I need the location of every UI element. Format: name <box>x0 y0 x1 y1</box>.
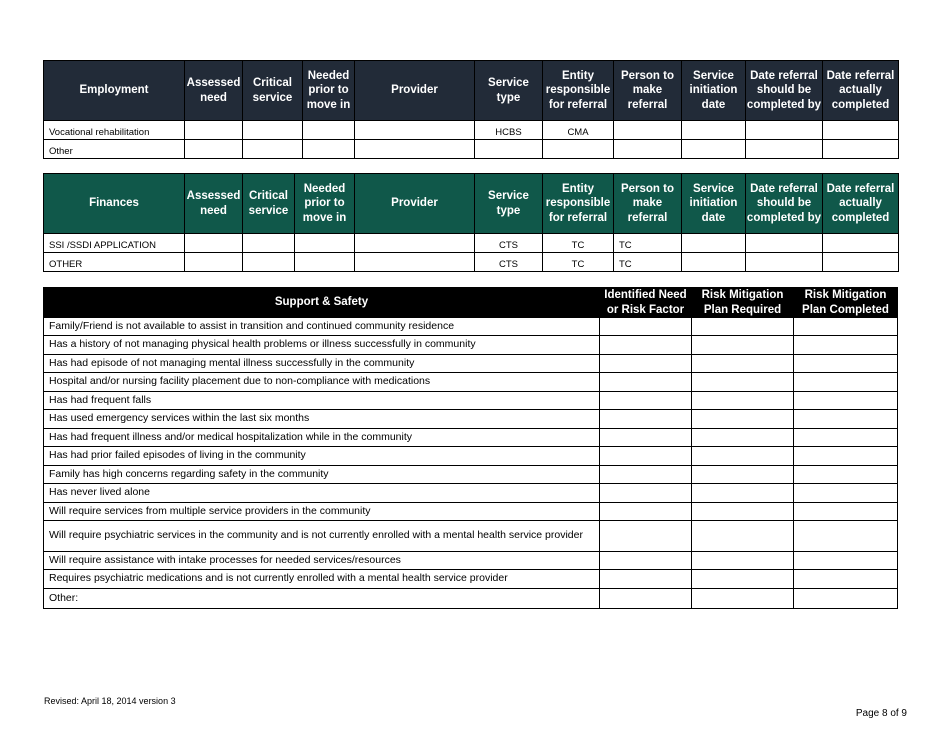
risk-factor-label: Will require assistance with intake processes for needed services/resources <box>44 552 600 570</box>
table-cell[interactable] <box>295 253 355 272</box>
table-cell[interactable] <box>682 234 746 253</box>
plan-required-cell[interactable] <box>692 392 794 410</box>
table-cell[interactable] <box>185 253 243 272</box>
table-cell[interactable]: SSI /SSDI APPLICATION <box>44 234 185 253</box>
table-cell[interactable] <box>295 234 355 253</box>
employment-header-cell: Date referral actually completed <box>823 61 899 121</box>
risk-factor-label: Has a history of not managing physical health problems or illness successfully in community <box>44 336 600 355</box>
table-cell[interactable]: CTS <box>475 234 543 253</box>
finances-header-cell: Person to make referral <box>614 174 682 234</box>
table-row <box>44 570 898 589</box>
table-row <box>44 392 898 410</box>
table-row <box>44 336 898 355</box>
plan-completed-cell[interactable] <box>794 373 898 392</box>
table-cell[interactable] <box>682 253 746 272</box>
table-cell[interactable] <box>303 121 355 140</box>
identified-need-cell[interactable] <box>600 318 692 336</box>
plan-completed-cell[interactable] <box>794 466 898 484</box>
revision-note: Revised: April 18, 2014 version 3 <box>44 696 176 706</box>
employment-header-cell: Entity responsible for referral <box>543 61 614 121</box>
table-cell[interactable]: TC <box>614 253 682 272</box>
plan-completed-cell[interactable] <box>794 589 898 609</box>
table-cell[interactable] <box>823 121 899 140</box>
identified-need-cell[interactable] <box>600 447 692 466</box>
risk-factor-label: Family has high concerns regarding safety in the community <box>44 466 600 484</box>
table-cell[interactable] <box>823 234 899 253</box>
table-cell[interactable] <box>823 253 899 272</box>
table-cell[interactable] <box>746 140 823 159</box>
finances-header-cell: Critical service <box>243 174 295 234</box>
identified-need-cell[interactable] <box>600 484 692 503</box>
table-cell[interactable] <box>243 140 303 159</box>
table-cell[interactable] <box>355 121 475 140</box>
support-header-cell: Identified Need or Risk Factor <box>600 288 692 318</box>
identified-need-cell[interactable] <box>600 466 692 484</box>
support-safety-table <box>43 287 898 609</box>
finances-header-cell: Assessed need <box>185 174 243 234</box>
table-row <box>44 589 898 609</box>
plan-required-cell[interactable] <box>692 466 794 484</box>
plan-required-cell[interactable] <box>692 521 794 552</box>
finances-header-cell: Finances <box>44 174 185 234</box>
support-header-row <box>44 288 898 318</box>
table-row <box>44 373 898 392</box>
finances-header-cell: Entity responsible for referral <box>543 174 614 234</box>
plan-completed-cell[interactable] <box>794 570 898 589</box>
plan-required-cell[interactable] <box>692 429 794 447</box>
plan-required-cell[interactable] <box>692 318 794 336</box>
employment-header-cell: Critical service <box>243 61 303 121</box>
plan-required-cell[interactable] <box>692 570 794 589</box>
table-cell[interactable] <box>355 234 475 253</box>
identified-need-cell[interactable] <box>600 570 692 589</box>
table-row <box>44 410 898 429</box>
table-row <box>44 234 899 253</box>
risk-factor-label: Has used emergency services within the last six months <box>44 410 600 429</box>
table-cell[interactable]: OTHER <box>44 253 185 272</box>
table-cell[interactable]: CMA <box>543 121 614 140</box>
risk-factor-label: Has had frequent falls <box>44 392 600 410</box>
table-row <box>44 253 899 272</box>
table-cell[interactable] <box>746 234 823 253</box>
table-row <box>44 140 899 159</box>
plan-completed-cell[interactable] <box>794 552 898 570</box>
plan-required-cell[interactable] <box>692 503 794 521</box>
plan-required-cell[interactable] <box>692 355 794 373</box>
plan-completed-cell[interactable] <box>794 318 898 336</box>
finances-header-cell: Date referral actually completed <box>823 174 899 234</box>
employment-header-cell: Needed prior to move in <box>303 61 355 121</box>
plan-completed-cell[interactable] <box>794 484 898 503</box>
identified-need-cell[interactable] <box>600 373 692 392</box>
table-cell[interactable] <box>614 121 682 140</box>
plan-completed-cell[interactable] <box>794 503 898 521</box>
finances-header-row <box>44 174 899 234</box>
identified-need-cell[interactable] <box>600 410 692 429</box>
table-cell[interactable] <box>746 253 823 272</box>
table-row <box>44 318 898 336</box>
plan-required-cell[interactable] <box>692 410 794 429</box>
employment-header-cell: Service type <box>475 61 543 121</box>
table-row <box>44 503 898 521</box>
page-number: Page 8 of 9 <box>855 708 907 719</box>
table-row <box>44 521 898 552</box>
plan-required-cell[interactable] <box>692 552 794 570</box>
table-row <box>44 429 898 447</box>
plan-completed-cell[interactable] <box>794 521 898 552</box>
table-cell[interactable] <box>243 253 295 272</box>
finances-table <box>43 173 899 272</box>
table-cell[interactable] <box>682 140 746 159</box>
employment-header-cell: Provider <box>355 61 475 121</box>
plan-completed-cell[interactable] <box>794 355 898 373</box>
table-cell[interactable]: TC <box>543 253 614 272</box>
table-cell[interactable] <box>355 140 475 159</box>
risk-factor-label: Has had prior failed episodes of living in the community <box>44 447 600 466</box>
employment-header-cell: Date referral should be completed by <box>746 61 823 121</box>
table-row <box>44 484 898 503</box>
table-cell[interactable] <box>303 140 355 159</box>
employment-table <box>43 60 899 159</box>
risk-factor-label: Requires psychiatric medications and is not currently enrolled with a mental health service provider <box>44 570 600 589</box>
plan-completed-cell[interactable] <box>794 392 898 410</box>
employment-header-row <box>44 61 899 121</box>
table-row <box>44 466 898 484</box>
plan-completed-cell[interactable] <box>794 336 898 355</box>
table-cell[interactable] <box>185 140 243 159</box>
table-row <box>44 552 898 570</box>
support-header-cell: Risk Mitigation Plan Required <box>692 288 794 318</box>
identified-need-cell[interactable] <box>600 552 692 570</box>
table-cell[interactable] <box>823 140 899 159</box>
employment-header-cell: Employment <box>44 61 185 121</box>
finances-header-cell: Service type <box>475 174 543 234</box>
identified-need-cell[interactable] <box>600 392 692 410</box>
table-cell[interactable] <box>475 140 543 159</box>
identified-need-cell[interactable] <box>600 429 692 447</box>
identified-need-cell[interactable] <box>600 521 692 552</box>
table-cell[interactable]: TC <box>543 234 614 253</box>
table-cell[interactable]: Vocational rehabilitation <box>44 121 185 140</box>
identified-need-cell[interactable] <box>600 355 692 373</box>
plan-completed-cell[interactable] <box>794 410 898 429</box>
employment-header-cell: Service initiation date <box>682 61 746 121</box>
identified-need-cell[interactable] <box>600 589 692 609</box>
support-header-cell: Support & Safety <box>44 288 600 318</box>
risk-factor-label: Will require services from multiple service providers in the community <box>44 503 600 521</box>
table-row <box>44 121 899 140</box>
risk-factor-label: Has had frequent illness and/or medical hospitalization while in the community <box>44 429 600 447</box>
identified-need-cell[interactable] <box>600 336 692 355</box>
plan-completed-cell[interactable] <box>794 447 898 466</box>
finances-header-cell: Service initiation date <box>682 174 746 234</box>
table-cell[interactable] <box>682 121 746 140</box>
risk-factor-label: Will require psychiatric services in the community and is not currently enrolled with a mental health service provider <box>44 521 600 552</box>
finances-header-cell: Date referral should be completed by <box>746 174 823 234</box>
risk-factor-label: Has never lived alone <box>44 484 600 503</box>
table-cell[interactable]: TC <box>614 234 682 253</box>
table-cell[interactable] <box>614 140 682 159</box>
table-cell[interactable] <box>185 121 243 140</box>
plan-required-cell[interactable] <box>692 447 794 466</box>
table-cell[interactable] <box>355 253 475 272</box>
plan-required-cell[interactable] <box>692 336 794 355</box>
table-cell[interactable]: Other <box>44 140 185 159</box>
identified-need-cell[interactable] <box>600 503 692 521</box>
risk-factor-label: Hospital and/or nursing facility placement due to non-compliance with medications <box>44 373 600 392</box>
table-cell[interactable] <box>543 140 614 159</box>
table-cell[interactable]: CTS <box>475 253 543 272</box>
table-cell[interactable] <box>243 234 295 253</box>
risk-factor-label: Has had episode of not managing mental illness successfully in the community <box>44 355 600 373</box>
finances-header-cell: Provider <box>355 174 475 234</box>
support-header-cell: Risk Mitigation Plan Completed <box>794 288 898 318</box>
table-cell[interactable] <box>243 121 303 140</box>
employment-header-cell: Person to make referral <box>614 61 682 121</box>
plan-completed-cell[interactable] <box>794 429 898 447</box>
plan-required-cell[interactable] <box>692 373 794 392</box>
plan-required-cell[interactable] <box>692 589 794 609</box>
table-cell[interactable]: HCBS <box>475 121 543 140</box>
table-row <box>44 447 898 466</box>
risk-factor-label: Other: <box>44 589 600 609</box>
plan-required-cell[interactable] <box>692 484 794 503</box>
finances-header-cell: Needed prior to move in <box>295 174 355 234</box>
table-cell[interactable] <box>746 121 823 140</box>
employment-header-cell: Assessed need <box>185 61 243 121</box>
risk-factor-label: Family/Friend is not available to assist in transition and continued community residence <box>44 318 600 336</box>
table-cell[interactable] <box>185 234 243 253</box>
table-row <box>44 355 898 373</box>
